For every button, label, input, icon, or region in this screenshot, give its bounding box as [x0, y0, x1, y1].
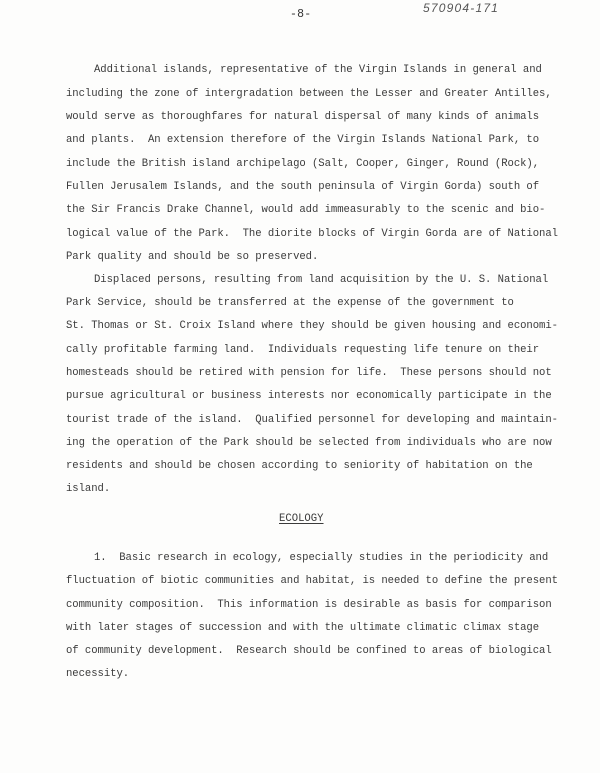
- text-line: 1. Basic research in ecology, especially studies in the periodicity and: [94, 552, 549, 564]
- document-id-stamp: 570904-171: [423, 1, 500, 15]
- text-line: of community development. Research should be confined to areas of biological: [66, 645, 552, 657]
- text-line: ing the operation of the Park should be selected from individuals who are now: [66, 437, 552, 449]
- text-line: tourist trade of the island. Qualified personnel for developing and maintain-: [66, 414, 558, 426]
- text-line: homesteads should be retired with pension for life. These persons should not: [66, 367, 552, 379]
- text-line: with later stages of succession and with the ultimate climatic climax stage: [66, 622, 540, 634]
- text-line: community composition. This information is desirable as basis for comparison: [66, 599, 552, 611]
- section-heading-ecology: ECOLOGY: [279, 513, 324, 525]
- text-line: Park quality and should be so preserved.: [66, 251, 319, 263]
- text-line: Additional islands, representative of the Virgin Islands in general and: [94, 64, 542, 76]
- text-line: cally profitable farming land. Individuals requesting life tenure on their: [66, 344, 540, 356]
- page-number: -8-: [290, 8, 312, 21]
- text-line: Park Service, should be transferred at the expense of the government to: [66, 297, 514, 309]
- text-line: necessity.: [66, 668, 130, 680]
- text-line: include the British island archipelago (Salt, Cooper, Ginger, Round (Rock),: [66, 158, 540, 170]
- text-line: residents and should be chosen according to seniority of habitation on the: [66, 460, 533, 472]
- text-line: Fullen Jerusalem Islands, and the south peninsula of Virgin Gorda) south of: [66, 181, 540, 193]
- text-line: logical value of the Park. The diorite blocks of Virgin Gorda are of National: [66, 228, 558, 240]
- text-line: fluctuation of biotic communities and habitat, is needed to define the present: [66, 575, 558, 587]
- text-line: Displaced persons, resulting from land acquisition by the U. S. National: [94, 274, 549, 286]
- text-line: including the zone of intergradation between the Lesser and Greater Antilles,: [66, 88, 552, 100]
- text-line: the Sir Francis Drake Channel, would add immeasurably to the scenic and bio-: [66, 204, 546, 216]
- text-line: and plants. An extension therefore of the Virgin Islands National Park, to: [66, 134, 540, 146]
- text-line: pursue agricultural or business interests nor economically participate in the: [66, 390, 552, 402]
- text-line: St. Thomas or St. Croix Island where they should be given housing and economi-: [66, 320, 558, 332]
- text-line: would serve as thoroughfares for natural dispersal of many kinds of animals: [66, 111, 540, 123]
- text-line: island.: [66, 483, 111, 495]
